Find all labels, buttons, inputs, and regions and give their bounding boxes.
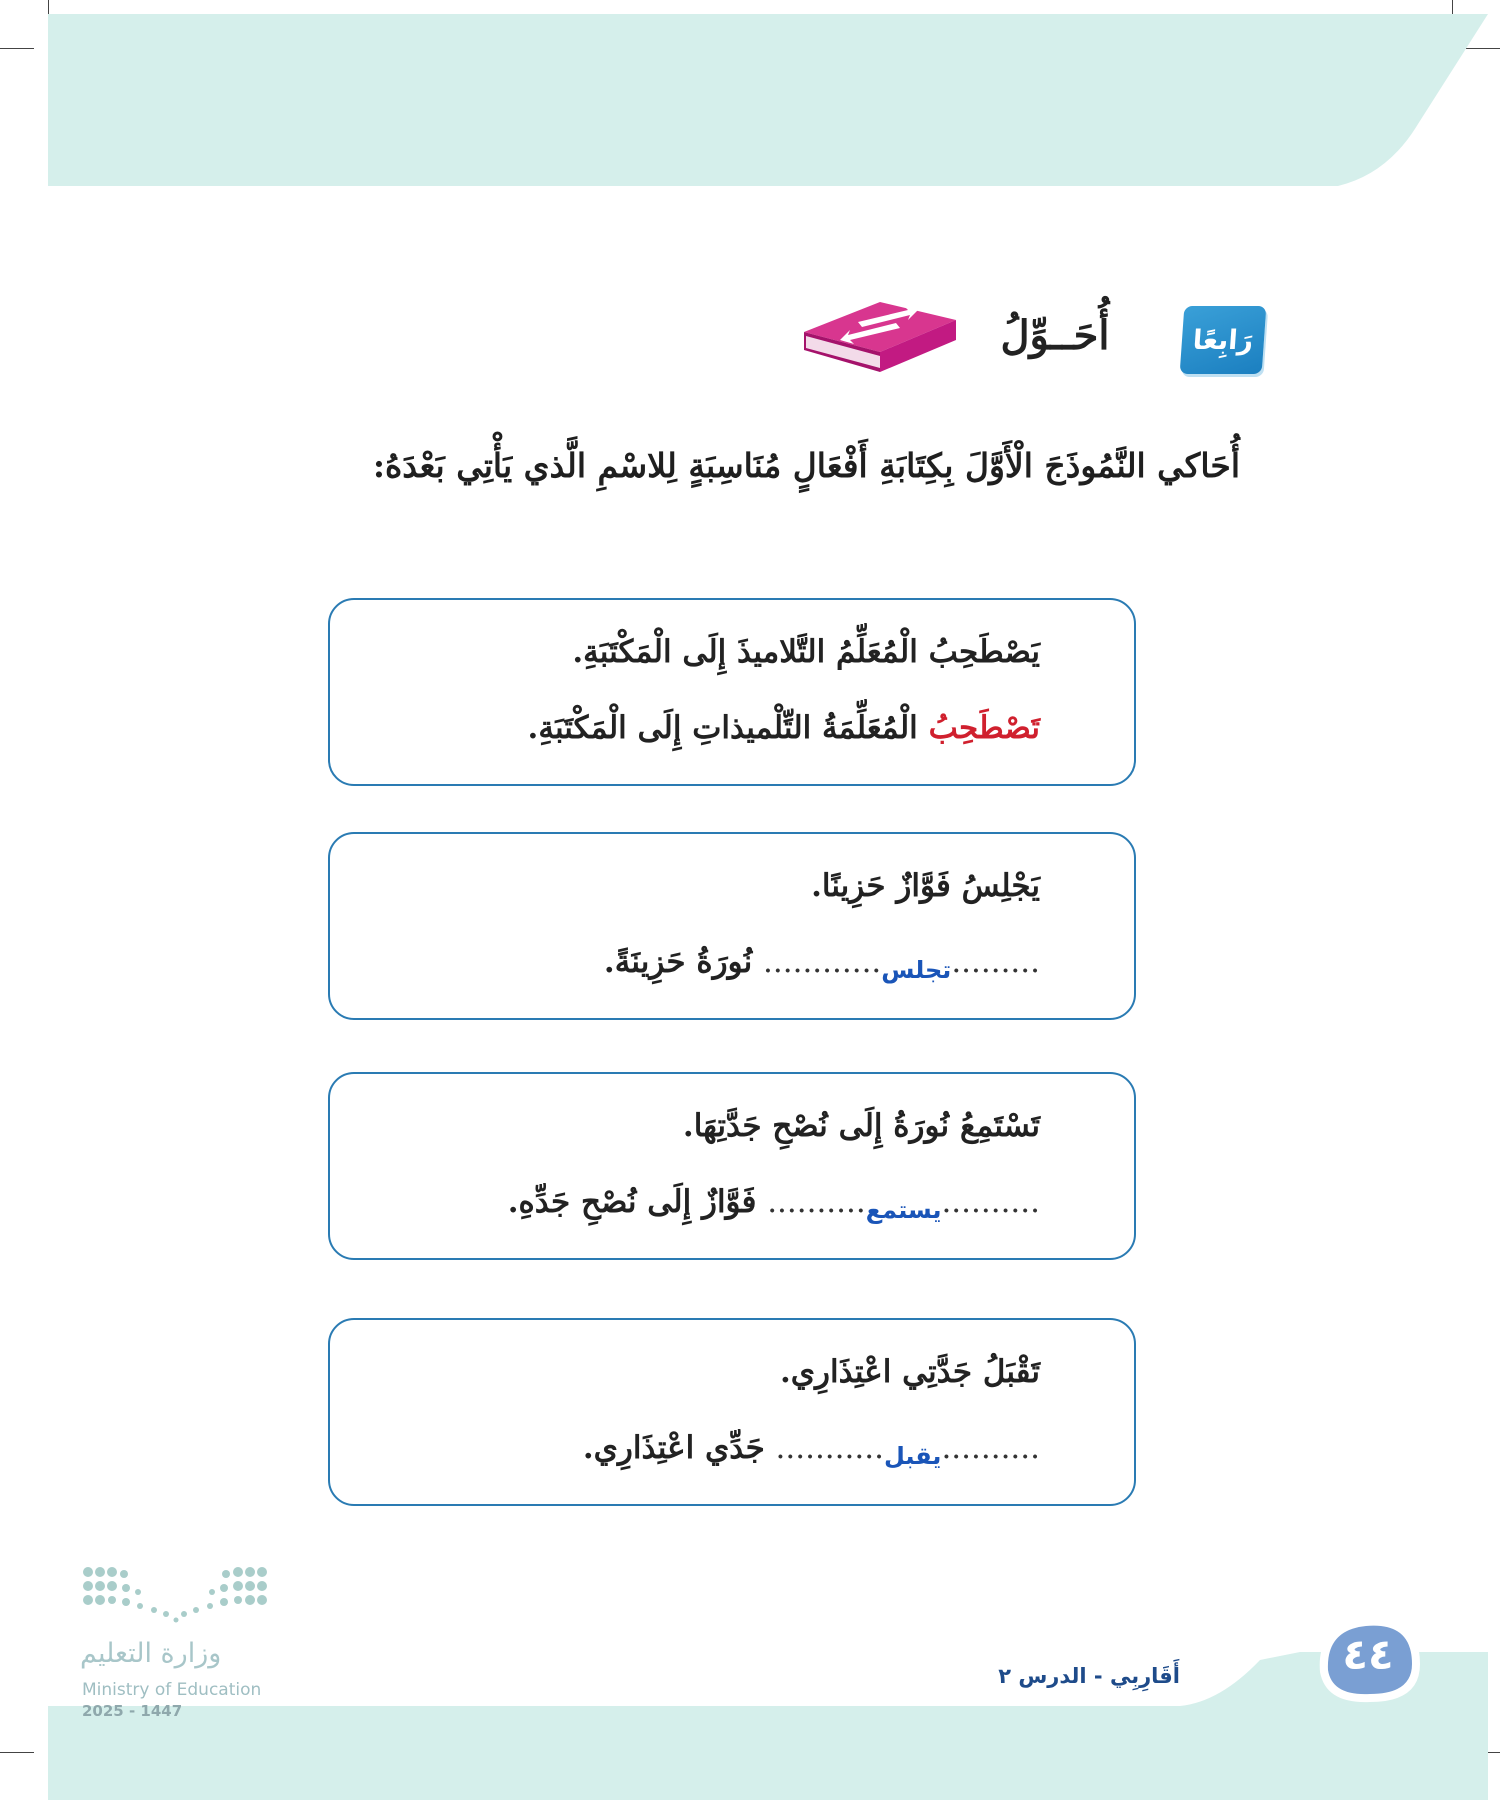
ministry-name-english: Ministry of Education (82, 1680, 262, 1700)
book-icon (796, 298, 962, 376)
answer-line (603, 944, 1040, 984)
page-number: ٤٤ (1342, 1630, 1394, 1679)
answer-line (507, 1184, 1040, 1224)
blank-dots: ........... (775, 1430, 884, 1466)
header-band (48, 14, 1488, 186)
blank-dots: .......... (941, 1184, 1040, 1220)
blank-dots: .......... (941, 1430, 1040, 1466)
blank-dots: .......... (767, 1184, 866, 1220)
exercise-sentence: تَقْبَلُ جَدَّتِي اعْتِذَارِي. (779, 1354, 1040, 1390)
exercise-card-2 (328, 832, 1136, 1020)
answer-rest: فَوَّازٌ إِلَى نُصْحِ جَدِّهِ. (507, 1184, 768, 1220)
exercise-sentence: يَصْطَحِبُ الْمُعَلِّمُ التَّلاميذَ إِلَى الْمَكْتَبَةِ. (572, 634, 1040, 670)
blank-dots: ............ (763, 944, 882, 980)
crop-mark (0, 48, 34, 49)
exercise-card-4 (328, 1318, 1136, 1506)
answer-line (582, 1430, 1040, 1470)
answer-rest: نُورَةُ حَزِينَةً. (603, 944, 764, 980)
exercise-card-3 (328, 1072, 1136, 1260)
section-badge: رَابِعًا (1180, 306, 1267, 374)
model-rest: الْمُعَلِّمَةُ التِّلْميذاتِ إِلَى الْمَكْتَبَةِ. (527, 710, 929, 746)
ministry-name-arabic: وزارة التعليم (80, 1638, 222, 1669)
blank-dots: ......... (951, 944, 1040, 980)
lesson-label: أَقَارِبِي - الدرس ٢ (998, 1664, 1180, 1688)
filled-answer[interactable]: يستمع (865, 1196, 942, 1224)
section-title: أُحَــوِّلُ (1000, 312, 1110, 359)
ministry-logo-icon (80, 1562, 270, 1632)
filled-answer[interactable]: تجلس (881, 956, 952, 984)
filled-answer[interactable]: يقبل (883, 1442, 942, 1470)
edition-year: 2025 - 1447 (82, 1702, 183, 1720)
model-answer-line (528, 710, 1040, 746)
exercise-card-1 (328, 598, 1136, 786)
model-verb: تَصْطَحِبُ (928, 710, 1040, 746)
exercise-sentence: يَجْلِسُ فَوَّازٌ حَزِينًا. (811, 868, 1040, 904)
instruction-text: أُحَاكي النَّمُوذَجَ الْأَوَّلَ بِكِتَابَةِ أَفْعَالٍ مُنَاسِبَةٍ لِلاسْمِ الَّذي يَأْتِي بَعْدَهُ: (372, 446, 1240, 485)
exercise-sentence: تَسْتَمِعُ نُورَةُ إِلَى نُصْحِ جَدَّتِهَا. (682, 1108, 1040, 1144)
answer-rest: جَدِّي اعْتِذَارِي. (582, 1430, 776, 1466)
